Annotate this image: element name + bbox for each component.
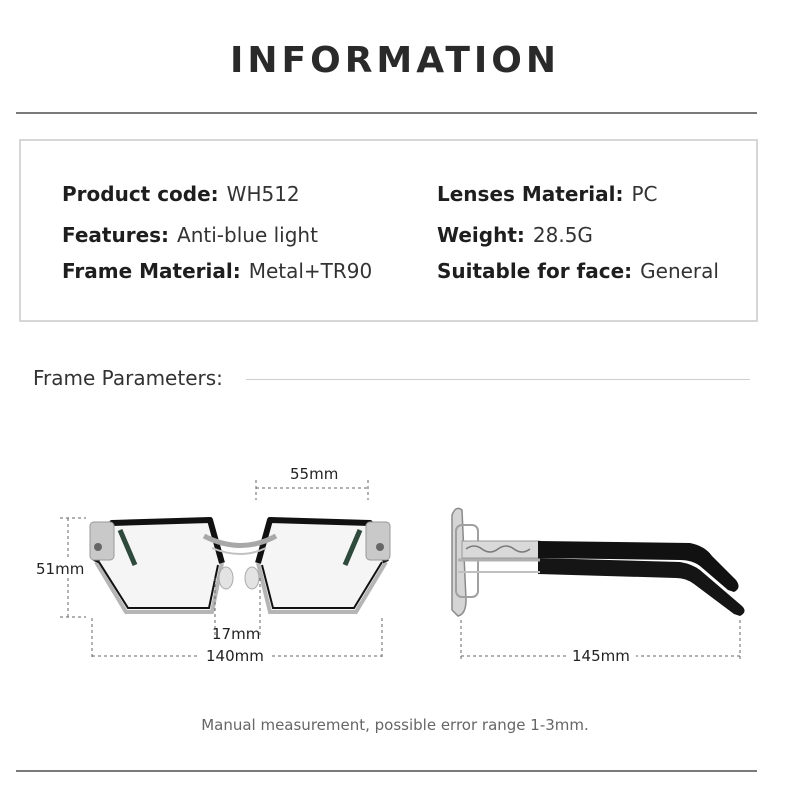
measurement-note: Manual measurement, possible error range 1-3mm. xyxy=(201,716,589,734)
frame-width-label: 140mm xyxy=(206,647,264,665)
spec-label: Product code: xyxy=(62,182,219,206)
temple-length-label: 145mm xyxy=(572,647,630,665)
lens-height-label: 51mm xyxy=(36,560,85,578)
page-title: INFORMATION xyxy=(229,40,560,81)
lens-width-label: 55mm xyxy=(290,465,339,483)
spec-label: Frame Material: xyxy=(62,259,241,283)
spec-label: Suitable for face: xyxy=(437,259,633,283)
spec-label: Weight: xyxy=(437,223,525,247)
spec-value: WH512 xyxy=(226,182,300,206)
front-view-glasses xyxy=(90,520,390,612)
spec-value: General xyxy=(640,259,719,283)
side-view-glasses xyxy=(452,508,745,616)
spec-value: Anti-blue light xyxy=(177,223,318,247)
frame-parameters-label: Frame Parameters: xyxy=(33,366,223,390)
spec-value: PC xyxy=(631,182,658,206)
spec-value: Metal+TR90 xyxy=(248,259,373,283)
spec-label: Features: xyxy=(62,223,170,247)
spec-value: 28.5G xyxy=(532,223,593,247)
bridge-width-label: 17mm xyxy=(212,625,261,643)
bottom-divider xyxy=(16,770,757,772)
spec-label: Lenses Material: xyxy=(437,182,624,206)
